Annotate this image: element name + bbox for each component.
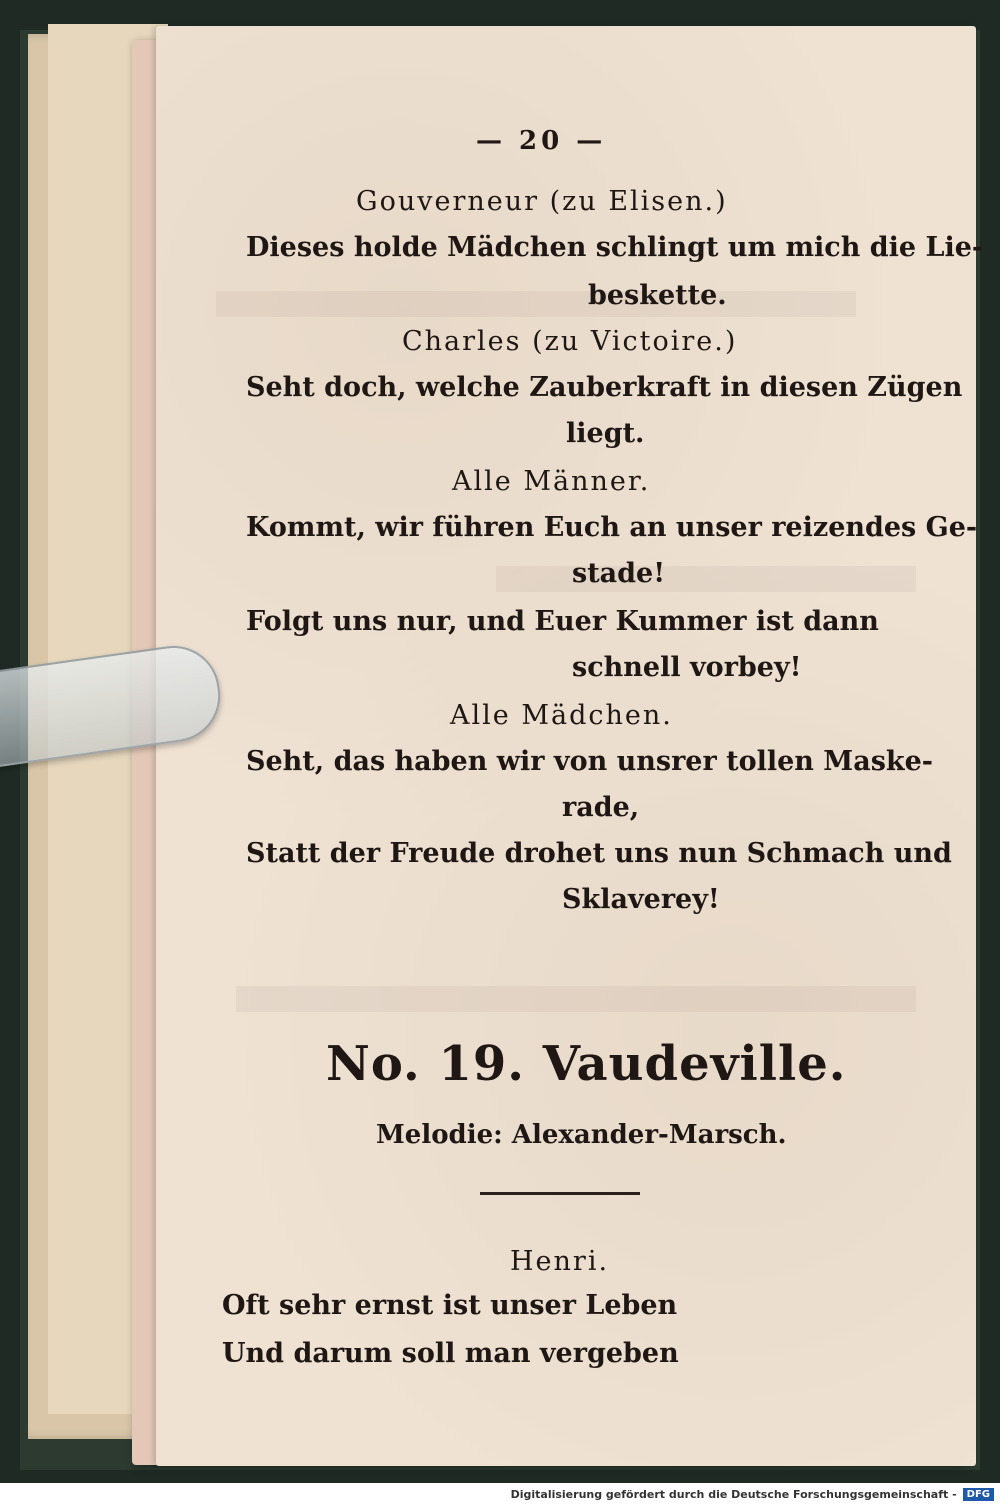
- speaker-label: Charles (zu Victoire.): [402, 326, 738, 357]
- song-line: Und darum soll man vergeben: [222, 1338, 679, 1369]
- bleed-through-shadow: [496, 566, 916, 592]
- section-heading: No. 19. Vaudeville.: [326, 1036, 847, 1092]
- verse-line: Dieses holde Mädchen schlingt um mich die Lie-: [246, 232, 984, 263]
- footer-credit: Digitalisierung gefördert durch die Deutsche Forschungsgemeinschaft -: [510, 1487, 957, 1501]
- speaker-label: Alle Mädchen.: [450, 700, 673, 731]
- page-number: — 20 —: [476, 126, 607, 156]
- verse-line: schnell vorbey!: [572, 652, 802, 683]
- dfg-logo: DFG: [963, 1488, 994, 1501]
- verse-line: liegt.: [566, 418, 645, 449]
- verse-line: beskette.: [588, 280, 727, 311]
- divider-rule: [480, 1192, 640, 1195]
- verse-line: Seht doch, welche Zauberkraft in diesen Zügen: [246, 372, 963, 403]
- song-line: Oft sehr ernst ist unser Leben: [222, 1290, 678, 1321]
- verse-line: Kommt, wir führen Euch an unser reizendes Ge-: [246, 512, 978, 543]
- verse-line: Folgt uns nur, und Euer Kummer ist dann: [246, 606, 879, 637]
- bleed-through-shadow: [236, 986, 916, 1012]
- book-page: [156, 26, 984, 1466]
- speaker-label: Henri.: [510, 1246, 610, 1277]
- verse-line: stade!: [572, 558, 666, 589]
- verse-line: Seht, das haben wir von unsrer tollen Maske-: [246, 746, 933, 777]
- verse-line: rade,: [562, 792, 640, 823]
- melody-line: Melodie: Alexander-Marsch.: [376, 1120, 787, 1150]
- speaker-label: Alle Männer.: [452, 466, 651, 497]
- bleed-through-shadow: [216, 291, 856, 317]
- digitization-footer: [0, 1483, 1000, 1505]
- verse-line: Sklaverey!: [562, 884, 720, 915]
- speaker-label: Gouverneur (zu Elisen.): [356, 186, 728, 217]
- verse-line: Statt der Freude drohet uns nun Schmach und: [246, 838, 952, 869]
